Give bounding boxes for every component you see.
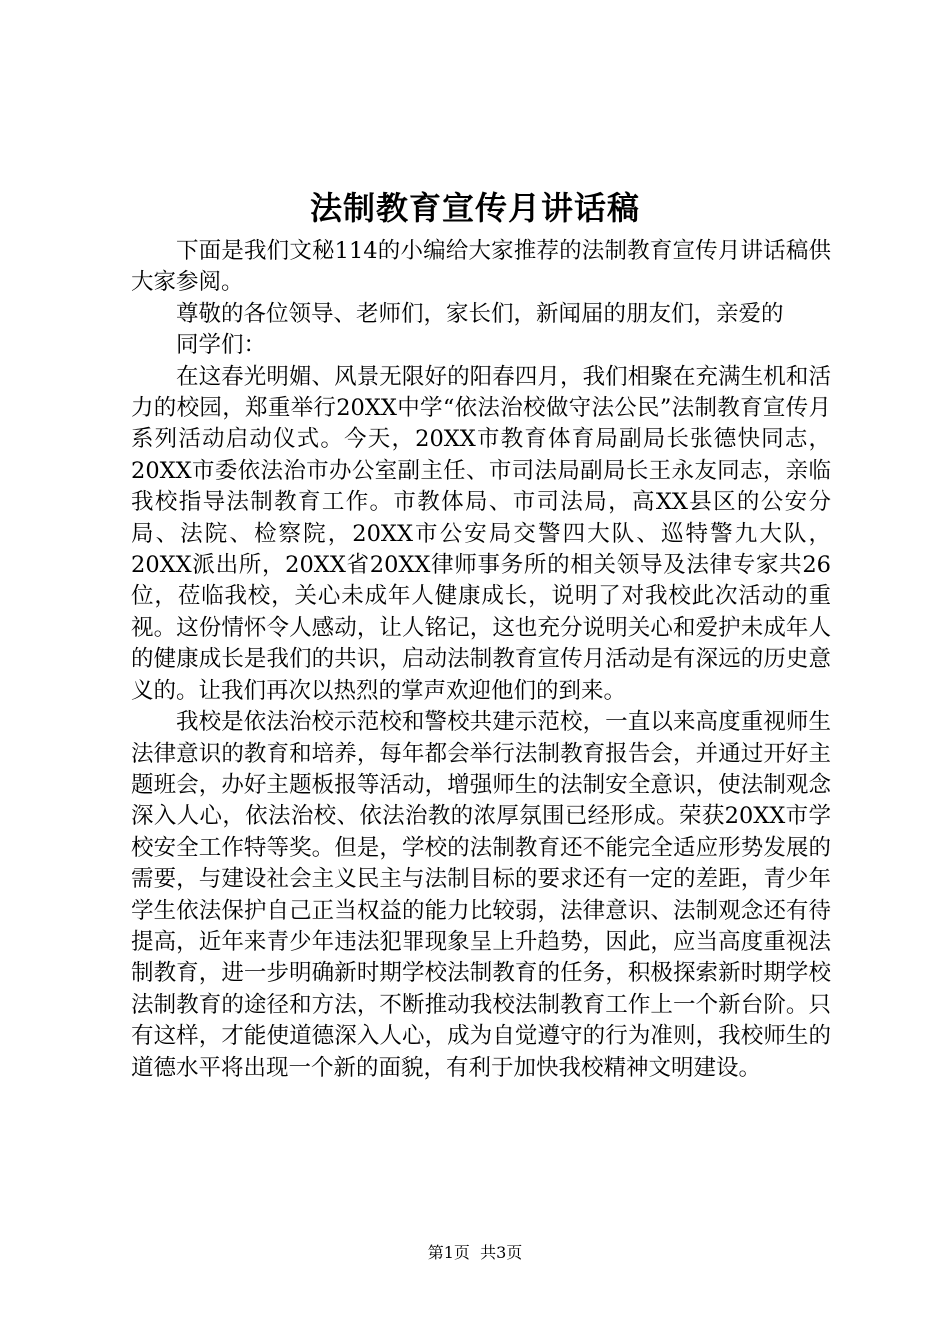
paragraph-opening: 在这春光明媚、风景无限好的阳春四月，我们相聚在充满生机和活力的校园，郑重举行20XX中学“依法治校做守法公民”法制教育宣传月系列活动启动仪式。今天，20XX市教育体育局副局长张德快同志，20XX市委依法治市办公室副主任、市司法局副局长王永友同志，亲临我校指导法制教育工作。市教体局、市司法局，高XX县区的公安分局、法院、检察院，20XX市公安局交警四大队、巡特警九大队，20XX派出所，20XX省20XX律师事务所的相关领导及法律专家共26位，莅临我校，关心未成年人健康成长，说明了对我校此次活动的重视。这份情怀令人感动，让人铭记，这也充分说明关心和爱护未成年人的健康成长是我们的共识，启动法制教育宣传月活动是有深远的历史意义的。让我们再次以热烈的掌声欢迎他们的到来。 <box>131 363 831 704</box>
paragraph-intro: 下面是我们文秘114的小编给大家推荐的法制教育宣传月讲话稿供大家参阅。 <box>131 238 831 296</box>
document-title: 法制教育宣传月讲话稿 <box>309 189 640 227</box>
document-body <box>131 236 831 1084</box>
page-number: 第1页 <box>427 1243 470 1262</box>
paragraph-school: 我校是依法治校示范校和警校共建示范校，一直以来高度重视师生法律意识的教育和培养，每年都会举行法制教育报告会，并通过开好主题班会，办好主题板报等活动，增强师生的法制安全意识，使法制观念深入人心，依法治校、依法治教的浓厚氛围已经形成。荣获20XX市学校安全工作特等奖。但是，学校的法制教育还不能完全适应形势发展的需要，与建设社会主义民主与法制目标的要求还有一定的差距，青少年学生依法保护自己正当权益的能力比较弱，法律意识、法制观念还有待提高，近年来青少年违法犯罪现象呈上升趋势，因此，应当高度重视法制教育，进一步明确新时期学校法制教育的任务，积极探索新时期学校法制教育的途径和方法，不断推动我校法制教育工作上一个新台阶。只有这样，才能使道德深入人心，成为自觉遵守的行为准则，我校师生的道德水平将出现一个新的面貌，有利于加快我校精神文明建设。 <box>131 709 831 1081</box>
page-total: 共3页 <box>480 1243 523 1262</box>
footer-spacer <box>470 1243 480 1262</box>
paragraph-salutation-cont: 同学们： <box>176 332 267 359</box>
page-footer <box>0 1241 950 1265</box>
paragraph-salutation: 尊敬的各位领导、老师们，家长们，新闻届的朋友们，亲爱的 <box>176 300 784 327</box>
